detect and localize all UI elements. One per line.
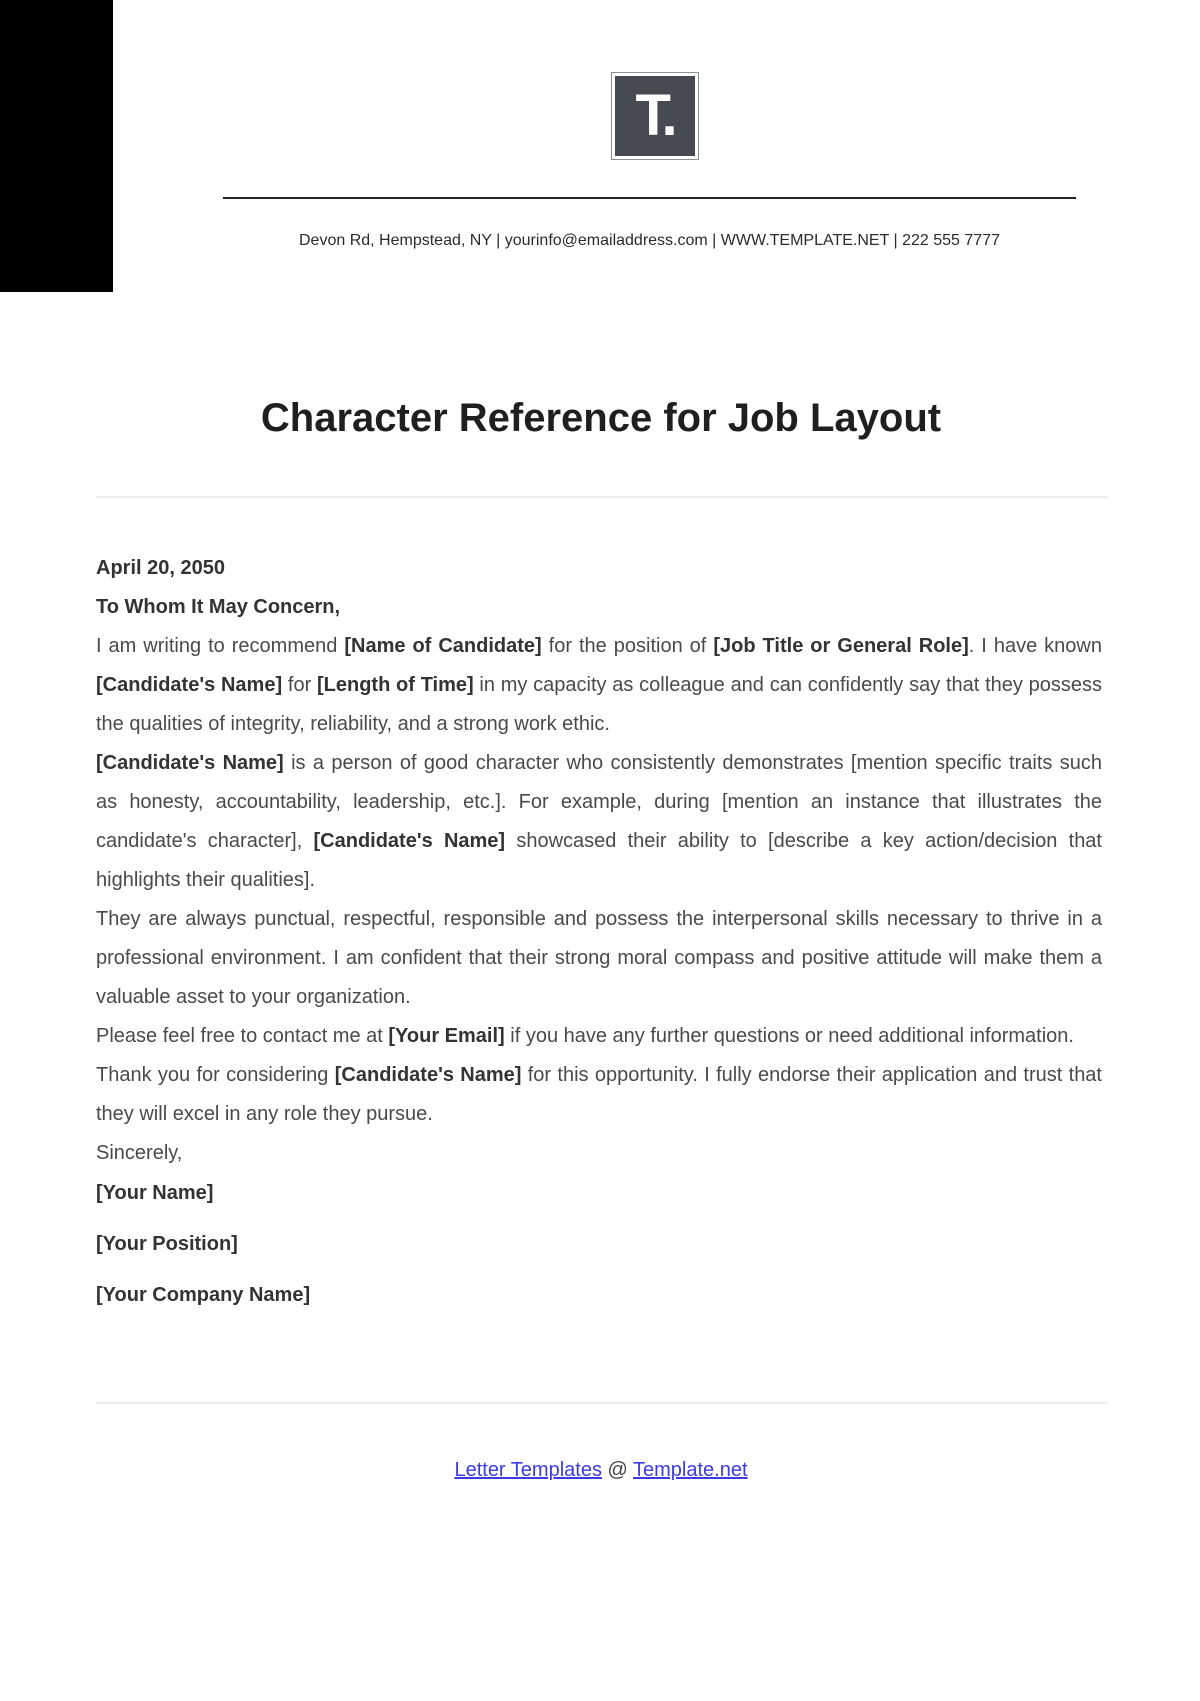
letter-salutation: To Whom It May Concern, <box>96 596 341 618</box>
p2-text-1: is a person of good character who consistently demonstrates [mention specific traits such as honesty, accountability, leadership, etc.]. For example, during [mention an instance that illustrates the candidate's character], <box>96 752 1102 852</box>
paragraph-character <box>96 744 1102 900</box>
p2-text-2: showcased their ability to [describe a key action/decision that highlights their qualities]. <box>96 830 1102 891</box>
paragraph-qualities: They are always punctual, respectful, responsible and possess the interpersonal skills necessary to thrive in a professional environment. I am confident that their strong moral compass and positive attitude will make them a valuable asset to your organization. <box>96 908 1102 1008</box>
title-divider <box>96 496 1108 498</box>
letter-body <box>96 549 1102 1315</box>
contact-line: Devon Rd, Hempstead, NY | yourinfo@emailaddress.com | WWW.TEMPLATE.NET | 222 555 7777 <box>299 232 1000 249</box>
logo-mark <box>615 76 695 156</box>
placeholder-job-title: [Job Title or General Role] <box>713 635 969 657</box>
placeholder-candidate-name: [Name of Candidate] <box>344 635 542 657</box>
signature-company: [Your Company Name] <box>96 1284 311 1306</box>
document-title: Character Reference for Job Layout <box>260 396 942 440</box>
template-logo <box>611 72 699 160</box>
paragraph-contact <box>96 1017 1102 1056</box>
p5-text-1: Thank you for considering <box>96 1064 335 1086</box>
p1-text-5: in my capacity as colleague and can confidently say that they possess the qualities of integrity, reliability, and a strong work ethic. <box>96 674 1102 735</box>
footer-divider <box>96 1402 1108 1404</box>
placeholder-length-of-time: [Length of Time] <box>316 674 474 696</box>
paragraph-recommendation <box>96 627 1102 744</box>
p1-text-2: for the position of <box>541 635 714 657</box>
signature-position: [Your Position] <box>96 1233 238 1255</box>
decorative-black-tab <box>0 0 113 292</box>
p1-text-4: for <box>282 674 317 696</box>
paragraph-thanks <box>96 1056 1102 1134</box>
letter-templates-link[interactable]: Letter Templates <box>454 1459 602 1481</box>
placeholder-your-email: [Your Email] <box>388 1025 505 1047</box>
placeholder-candidate-name: [Candidate's Name] <box>96 674 283 696</box>
p4-text-1: Please feel free to contact me at <box>96 1025 389 1047</box>
placeholder-candidate-name: [Candidate's Name] <box>96 752 284 774</box>
header-divider <box>223 197 1076 199</box>
footer-separator: @ <box>601 1459 634 1481</box>
p1-text-1: I am writing to recommend <box>96 635 345 657</box>
p4-text-2: if you have any further questions or need additional information. <box>504 1025 1074 1047</box>
p5-text-2: for this opportunity. I fully endorse their application and trust that they will excel in any role they pursue. <box>96 1064 1102 1125</box>
logo-letter: T. <box>635 83 675 148</box>
template-net-link[interactable]: Template.net <box>633 1459 748 1481</box>
placeholder-candidate-name: [Candidate's Name] <box>334 1064 522 1086</box>
p1-text-3: . I have known <box>968 635 1102 657</box>
letter-date: April 20, 2050 <box>96 557 225 579</box>
letter-closing: Sincerely, <box>96 1142 183 1164</box>
signature-name: [Your Name] <box>96 1182 214 1204</box>
placeholder-candidate-name: [Candidate's Name] <box>313 830 506 852</box>
footer <box>96 1459 1106 1482</box>
